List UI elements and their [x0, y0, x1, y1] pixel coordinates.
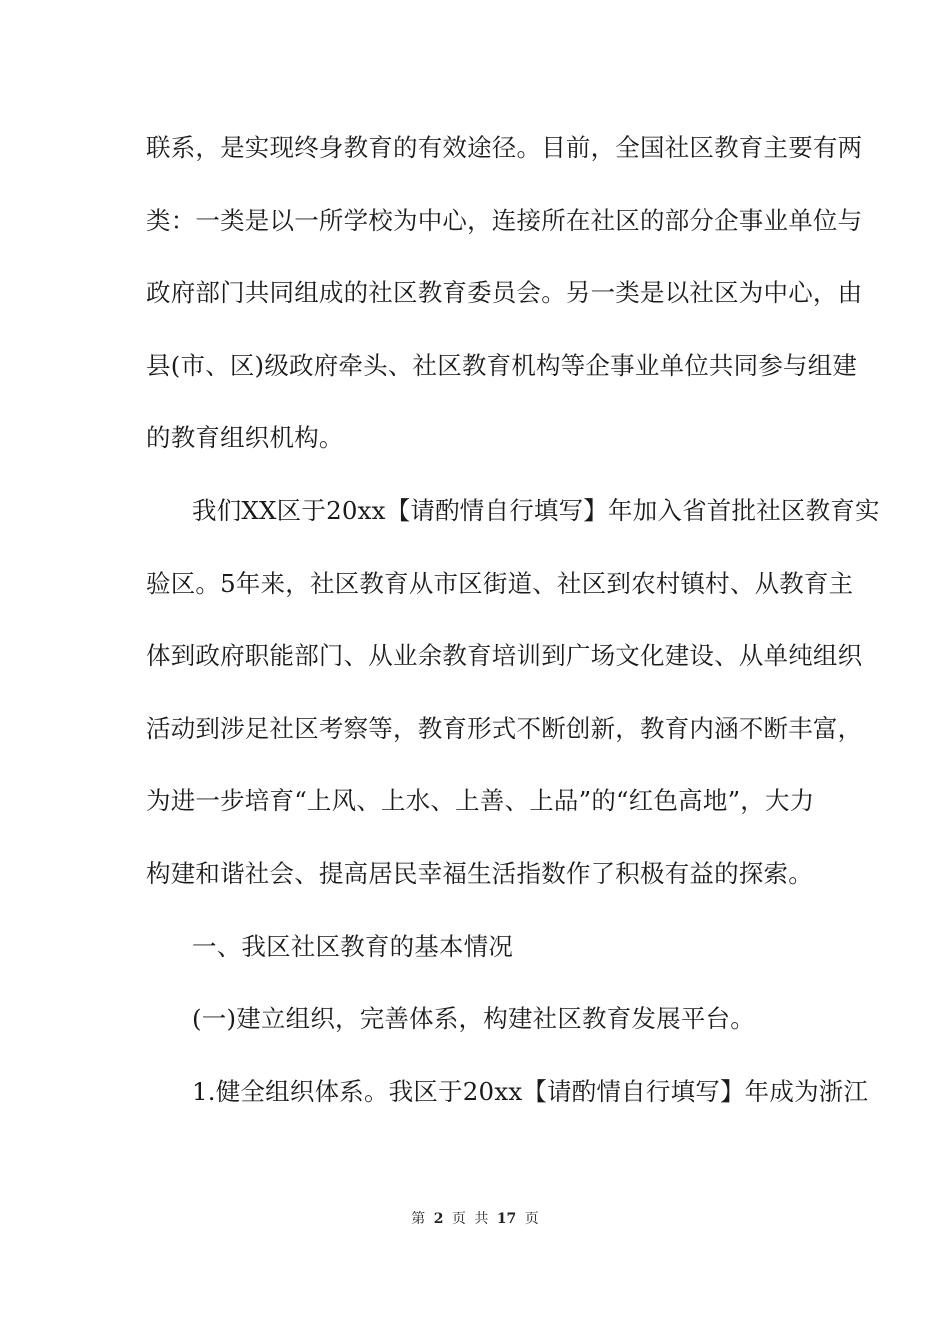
- text-line: 政府部门共同组成的社区教育委员会。另一类是以社区为中心，由: [146, 278, 863, 308]
- footer-middle: 页 共: [451, 1211, 489, 1227]
- text-line: 1.健全组织体系。我区于20xx【请酌情自行填写】年成为浙江: [192, 1076, 869, 1106]
- text-line: 验区。5年来，社区教育从市区街道、社区到农村镇村、从教育主: [146, 568, 854, 598]
- text-line: 构建和谐社会、提高居民幸福生活指数作了积极有益的探索。: [146, 858, 813, 888]
- document-body: [146, 130, 880, 1146]
- text-line: 联系，是实现终身教育的有效途径。目前，全国社区教育主要有两: [146, 133, 863, 162]
- page-number: 2: [433, 1211, 444, 1227]
- text-line: 类：一类是以一所学校为中心，连接所在社区的部分企事业单位与: [146, 205, 863, 235]
- text-line: 的教育组织机构。: [146, 423, 344, 453]
- total-pages: 17: [496, 1211, 517, 1227]
- footer-suffix: 页: [524, 1211, 539, 1227]
- subsection-heading: (一)建立组织，完善体系，构建社区教育发展平台。: [192, 1004, 755, 1034]
- text-line: 县(市、区)级政府牵头、社区教育机构等企事业单位共同参与组建: [146, 350, 858, 380]
- text-line: 我们XX区于20xx【请酌情自行填写】年加入省首批社区教育实: [192, 495, 880, 525]
- text-line: 活动到涉足社区考察等，教育形式不断创新，教育内涵不断丰富，: [146, 713, 863, 743]
- text-line: 为进一步培育“上风、上水、上善、上品”的“红色高地”，大力: [146, 786, 815, 816]
- section-heading: 一、我区社区教育的基本情况: [192, 931, 514, 961]
- page-footer: [0, 1208, 950, 1228]
- footer-prefix: 第: [411, 1211, 426, 1227]
- text-line: 体到政府职能部门、从业余教育培训到广场文化建设、从单纯组织: [146, 641, 863, 671]
